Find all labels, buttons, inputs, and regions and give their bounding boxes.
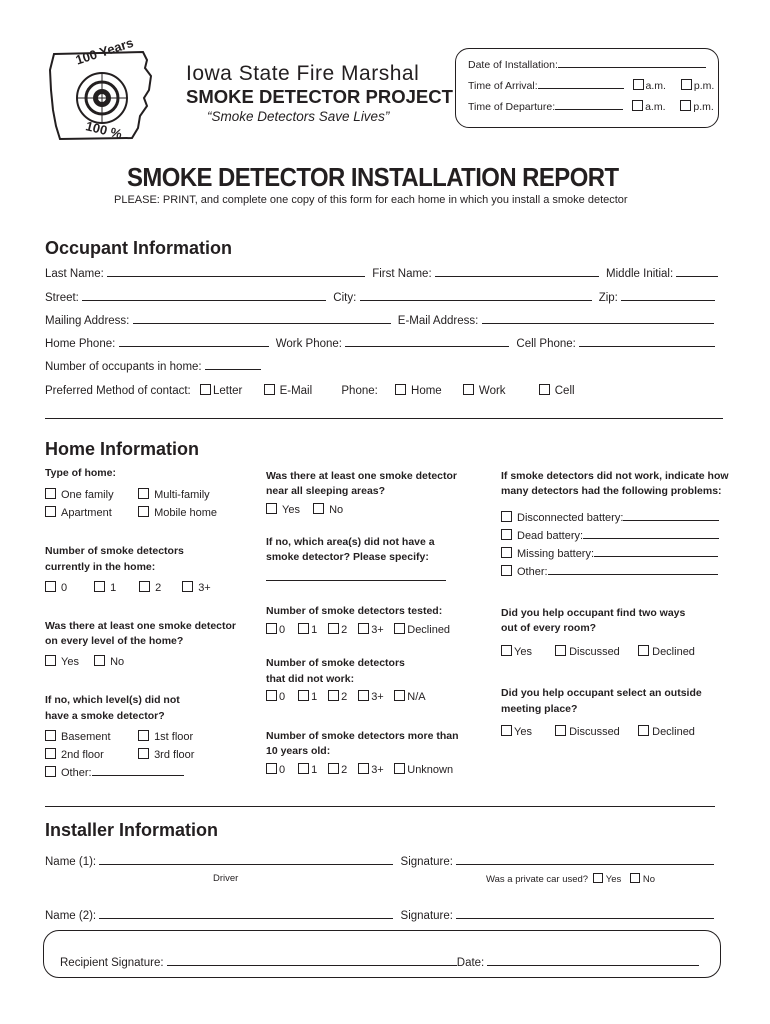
tested-2-checkbox[interactable] (328, 623, 339, 634)
occupant-heading: Occupant Information (45, 238, 233, 258)
recipient-signature-field[interactable] (167, 956, 457, 966)
tested-3plus-label: 3+ (371, 624, 384, 636)
older-2-checkbox[interactable] (328, 763, 339, 774)
detectors-1-label: 1 (110, 582, 117, 594)
contact-email-checkbox[interactable] (264, 384, 275, 395)
home-heading: Home Information (45, 439, 200, 459)
first-floor-checkbox[interactable] (138, 730, 149, 741)
older-0-checkbox[interactable] (266, 763, 277, 774)
name1-label: Name (1): (45, 856, 97, 868)
dead-label: Dead battery: (517, 530, 584, 542)
mailing-address-field[interactable] (133, 314, 391, 324)
two-ways-yes-checkbox[interactable] (501, 645, 512, 656)
second-floor-label: 2nd floor (61, 749, 104, 761)
work-phone-field[interactable] (345, 337, 509, 347)
arrival-row (468, 79, 714, 92)
levels-row-1 (45, 730, 193, 743)
every-level-options (45, 655, 124, 668)
project-name: SMOKE DETECTOR PROJECT (186, 86, 453, 107)
notwork-0-label: 0 (279, 691, 286, 703)
sleeping-no-checkbox[interactable] (313, 503, 324, 514)
which-levels-q2: have a smoke detector? (45, 710, 165, 722)
private-car-yes-label: Yes (605, 874, 622, 885)
tested-1-label: 1 (311, 624, 318, 636)
detectors-3plus-checkbox[interactable] (182, 581, 193, 592)
other-level-checkbox[interactable] (45, 766, 56, 777)
notwork-na-checkbox[interactable] (394, 690, 405, 701)
contact-work-checkbox[interactable] (463, 384, 474, 395)
two-ways-q2: out of every room? (501, 622, 597, 634)
third-floor-checkbox[interactable] (138, 748, 149, 759)
street-field[interactable] (82, 291, 326, 301)
meeting-discussed-checkbox[interactable] (555, 725, 566, 736)
recipient-date-label: Date: (456, 957, 485, 969)
meeting-discussed-label: Discussed (569, 726, 620, 738)
did-not-work-options (266, 690, 426, 703)
arrival-pm-label: p.m. (693, 80, 715, 92)
meeting-declined-label: Declined (652, 726, 695, 738)
logo-bottom-text: 100 % (84, 118, 124, 142)
detectors-2-label: 2 (155, 582, 162, 594)
tested-2-label: 2 (341, 624, 348, 636)
one-family-checkbox[interactable] (45, 488, 56, 499)
levels-row-3 (45, 766, 184, 779)
phone-row (45, 337, 715, 350)
contact-home-label: Home (411, 385, 442, 397)
name2-label: Name (2): (45, 910, 97, 922)
installer-heading: Installer Information (45, 820, 219, 840)
disconnected-row (501, 511, 719, 524)
contact-row (45, 384, 575, 397)
basement-label: Basement (61, 731, 111, 743)
contact-cell-checkbox[interactable] (539, 384, 550, 395)
divider-occupant (45, 418, 723, 419)
notwork-2-checkbox[interactable] (328, 690, 339, 701)
older-3plus-checkbox[interactable] (358, 763, 369, 774)
first-name-label: First Name: (372, 268, 432, 280)
older-unknown-checkbox[interactable] (394, 763, 405, 774)
detectors-2-checkbox[interactable] (139, 581, 150, 592)
arrival-am-label: a.m. (645, 80, 666, 92)
recipient-signature-label: Recipient Signature: (60, 957, 164, 969)
problems-q2: many detectors had the following problems: (501, 485, 722, 497)
street-row (45, 291, 715, 304)
every-level-no-label: No (110, 656, 125, 668)
problems-q1: If smoke detectors did not work, indicate how (501, 470, 729, 482)
which-levels-q1: If no, which level(s) did not (45, 694, 180, 706)
page-title: SMOKE DETECTOR INSTALLATION REPORT (127, 162, 619, 192)
other-problem-row (501, 565, 718, 578)
city-label: City: (333, 292, 357, 304)
mobile-home-label: Mobile home (154, 507, 218, 519)
notwork-1-checkbox[interactable] (298, 690, 309, 701)
older-3plus-label: 3+ (371, 764, 384, 776)
recipient-row (60, 956, 699, 969)
home-phone-field[interactable] (119, 337, 269, 347)
departure-am-checkbox[interactable] (632, 100, 643, 111)
one-family-label: One family (61, 489, 114, 501)
dead-checkbox[interactable] (501, 529, 512, 540)
last-name-label: Last Name: (45, 268, 104, 280)
zip-label: Zip: (598, 292, 618, 304)
every-level-yes-checkbox[interactable] (45, 655, 56, 666)
did-not-work-q1: Number of smoke detectors (266, 657, 405, 669)
notwork-1-label: 1 (311, 691, 318, 703)
meeting-q1: Did you help occupant select an outside (501, 687, 702, 699)
dead-field[interactable] (583, 529, 719, 539)
mailing-address-label: Mailing Address: (45, 315, 130, 327)
contact-cell-label: Cell (554, 385, 575, 397)
arrival-label: Time of Arrival: (468, 80, 538, 92)
signature2-field[interactable] (456, 909, 714, 919)
private-car-row (486, 873, 655, 885)
first-floor-label: 1st floor (154, 731, 194, 743)
tested-declined-checkbox[interactable] (394, 623, 405, 634)
name2-row (45, 909, 714, 922)
other-problem-label: Other: (517, 566, 548, 578)
meeting-q2: meeting place? (501, 703, 578, 715)
departure-pm-label: p.m. (693, 101, 714, 113)
older-q1: Number of smoke detectors more than (266, 730, 459, 742)
detectors-0-checkbox[interactable] (45, 581, 56, 592)
tested-declined-label: Declined (407, 624, 451, 636)
missing-label: Missing battery: (517, 548, 595, 560)
contact-home-checkbox[interactable] (395, 384, 406, 395)
which-areas-q1: If no, which area(s) did not have a (266, 536, 435, 548)
middle-initial-field[interactable] (676, 267, 718, 277)
dead-row (501, 529, 719, 542)
email-address-label: E-Mail Address: (397, 315, 479, 327)
meeting-yes-label: Yes (514, 726, 532, 738)
detectors-1-checkbox[interactable] (94, 581, 105, 592)
basement-checkbox[interactable] (45, 730, 56, 741)
detectors-0-label: 0 (61, 582, 68, 594)
departure-row (468, 100, 714, 113)
sleeping-q1: Was there at least one smoke detector (266, 470, 458, 482)
first-name-field[interactable] (435, 267, 599, 277)
last-name-field[interactable] (107, 267, 365, 277)
apartment-label: Apartment (61, 507, 112, 519)
departure-am-label: a.m. (645, 101, 666, 113)
date-installation-label: Date of Installation: (468, 59, 558, 71)
signature2-label: Signature: (400, 910, 453, 922)
other-problem-field[interactable] (548, 565, 718, 575)
two-ways-options (501, 645, 695, 658)
other-level-field[interactable] (92, 766, 184, 776)
sleeping-yes-label: Yes (282, 504, 300, 516)
other-problem-checkbox[interactable] (501, 565, 512, 576)
signature1-label: Signature: (400, 856, 453, 868)
sleeping-yes-checkbox[interactable] (266, 503, 277, 514)
every-level-yes-label: Yes (61, 656, 79, 668)
name1-row (45, 855, 714, 868)
meeting-options (501, 725, 695, 738)
missing-checkbox[interactable] (501, 547, 512, 558)
contact-email-label: E-Mail (279, 385, 313, 397)
older-unknown-label: Unknown (407, 764, 454, 776)
divider-home (45, 806, 715, 807)
tested-0-checkbox[interactable] (266, 623, 277, 634)
every-level-q2: on every level of the home? (45, 635, 184, 647)
two-ways-discussed-label: Discussed (569, 646, 620, 658)
name-row (45, 267, 718, 280)
preferred-contact-label: Preferred Method of contact: (45, 385, 191, 397)
which-areas-field[interactable] (266, 580, 446, 581)
driver-label: Driver (213, 873, 239, 884)
contact-phone-label: Phone: (341, 385, 378, 397)
org-name: Iowa State Fire Marshal (186, 62, 420, 85)
street-label: Street: (45, 292, 79, 304)
private-car-yes-checkbox[interactable] (593, 873, 603, 883)
two-ways-declined-checkbox[interactable] (638, 645, 649, 656)
disconnected-label: Disconnected battery: (517, 512, 624, 524)
occupants-row (45, 360, 261, 373)
num-detectors-q2: currently in the home: (45, 561, 156, 573)
private-car-label: Was a private car used? (486, 874, 589, 885)
sleeping-q2: near all sleeping areas? (266, 485, 386, 497)
older-1-checkbox[interactable] (298, 763, 309, 774)
num-detectors-q1: Number of smoke detectors (45, 545, 184, 557)
num-occupants-field[interactable] (205, 360, 261, 370)
arrival-am-checkbox[interactable] (633, 79, 644, 90)
name2-field[interactable] (99, 909, 393, 919)
num-occupants-label: Number of occupants in home: (45, 361, 202, 373)
which-areas-q2: smoke detector? Please specify: (266, 551, 429, 563)
did-not-work-q2: that did not work: (266, 673, 355, 685)
page-subtitle: PLEASE: PRINT, and complete one copy of this form for each home in which you install a smoke detector (114, 194, 628, 206)
arrival-pm-checkbox[interactable] (681, 79, 692, 90)
contact-letter-checkbox[interactable] (200, 384, 211, 395)
name1-field[interactable] (99, 855, 393, 865)
recipient-date-field[interactable] (487, 956, 699, 966)
departure-field[interactable] (555, 100, 623, 110)
notwork-3plus-checkbox[interactable] (358, 690, 369, 701)
levels-row-2 (45, 748, 194, 761)
every-level-q1: Was there at least one smoke detector (45, 620, 237, 632)
tested-q: Number of smoke detectors tested: (266, 605, 443, 617)
notwork-na-label: N/A (407, 691, 426, 703)
logo-top-text: 100 Years (73, 34, 136, 68)
older-options (266, 763, 453, 776)
cell-phone-label: Cell Phone: (516, 338, 576, 350)
notwork-3plus-label: 3+ (371, 691, 384, 703)
meeting-declined-checkbox[interactable] (638, 725, 649, 736)
tested-0-label: 0 (279, 624, 286, 636)
signature1-field[interactable] (456, 855, 714, 865)
slogan: “Smoke Detectors Save Lives” (207, 109, 390, 124)
notwork-0-checkbox[interactable] (266, 690, 277, 701)
multi-family-label: Multi-family (154, 489, 210, 501)
tested-1-checkbox[interactable] (298, 623, 309, 634)
older-2-label: 2 (341, 764, 348, 776)
cell-phone-field[interactable] (579, 337, 715, 347)
zip-field[interactable] (621, 291, 715, 301)
sleeping-no-label: No (329, 504, 344, 516)
home-phone-label: Home Phone: (45, 338, 116, 350)
type-row-1 (45, 488, 210, 501)
multi-family-checkbox[interactable] (138, 488, 149, 499)
tested-3plus-checkbox[interactable] (358, 623, 369, 634)
two-ways-discussed-checkbox[interactable] (555, 645, 566, 656)
departure-pm-checkbox[interactable] (680, 100, 691, 111)
two-ways-yes-label: Yes (514, 646, 532, 658)
city-field[interactable] (360, 291, 592, 301)
sleeping-options (266, 503, 343, 516)
second-floor-checkbox[interactable] (45, 748, 56, 759)
other-level-label: Other: (61, 767, 92, 779)
tested-options (266, 623, 450, 636)
older-1-label: 1 (311, 764, 318, 776)
arrival-field[interactable] (538, 79, 624, 89)
older-0-label: 0 (279, 764, 286, 776)
missing-row (501, 547, 718, 560)
date-installation-row (468, 58, 706, 71)
missing-field[interactable] (594, 547, 718, 557)
disconnected-field[interactable] (623, 511, 719, 521)
email-address-field[interactable] (482, 314, 714, 324)
two-ways-declined-label: Declined (652, 646, 695, 658)
work-phone-label: Work Phone: (275, 338, 342, 350)
apartment-checkbox[interactable] (45, 506, 56, 517)
departure-label: Time of Departure: (468, 101, 556, 113)
third-floor-label: 3rd floor (154, 749, 195, 761)
recipient-box (43, 930, 721, 978)
older-q2: 10 years old: (266, 745, 331, 757)
private-car-no-label: No (642, 874, 656, 885)
contact-letter-label: Letter (212, 385, 243, 397)
notwork-2-label: 2 (341, 691, 348, 703)
detectors-3plus-label: 3+ (198, 582, 211, 594)
type-row-2 (45, 506, 217, 519)
disconnected-checkbox[interactable] (501, 511, 512, 522)
mailing-row (45, 314, 714, 327)
type-of-home-label: Type of home: (45, 467, 116, 479)
private-car-no-checkbox[interactable] (630, 873, 640, 883)
mobile-home-checkbox[interactable] (138, 506, 149, 517)
num-detectors-options (45, 581, 211, 594)
two-ways-q1: Did you help occupant find two ways (501, 607, 686, 619)
every-level-no-checkbox[interactable] (94, 655, 105, 666)
date-installation-field[interactable] (558, 58, 706, 68)
contact-work-label: Work (478, 385, 506, 397)
meeting-yes-checkbox[interactable] (501, 725, 512, 736)
middle-initial-label: Middle Initial: (606, 268, 674, 280)
